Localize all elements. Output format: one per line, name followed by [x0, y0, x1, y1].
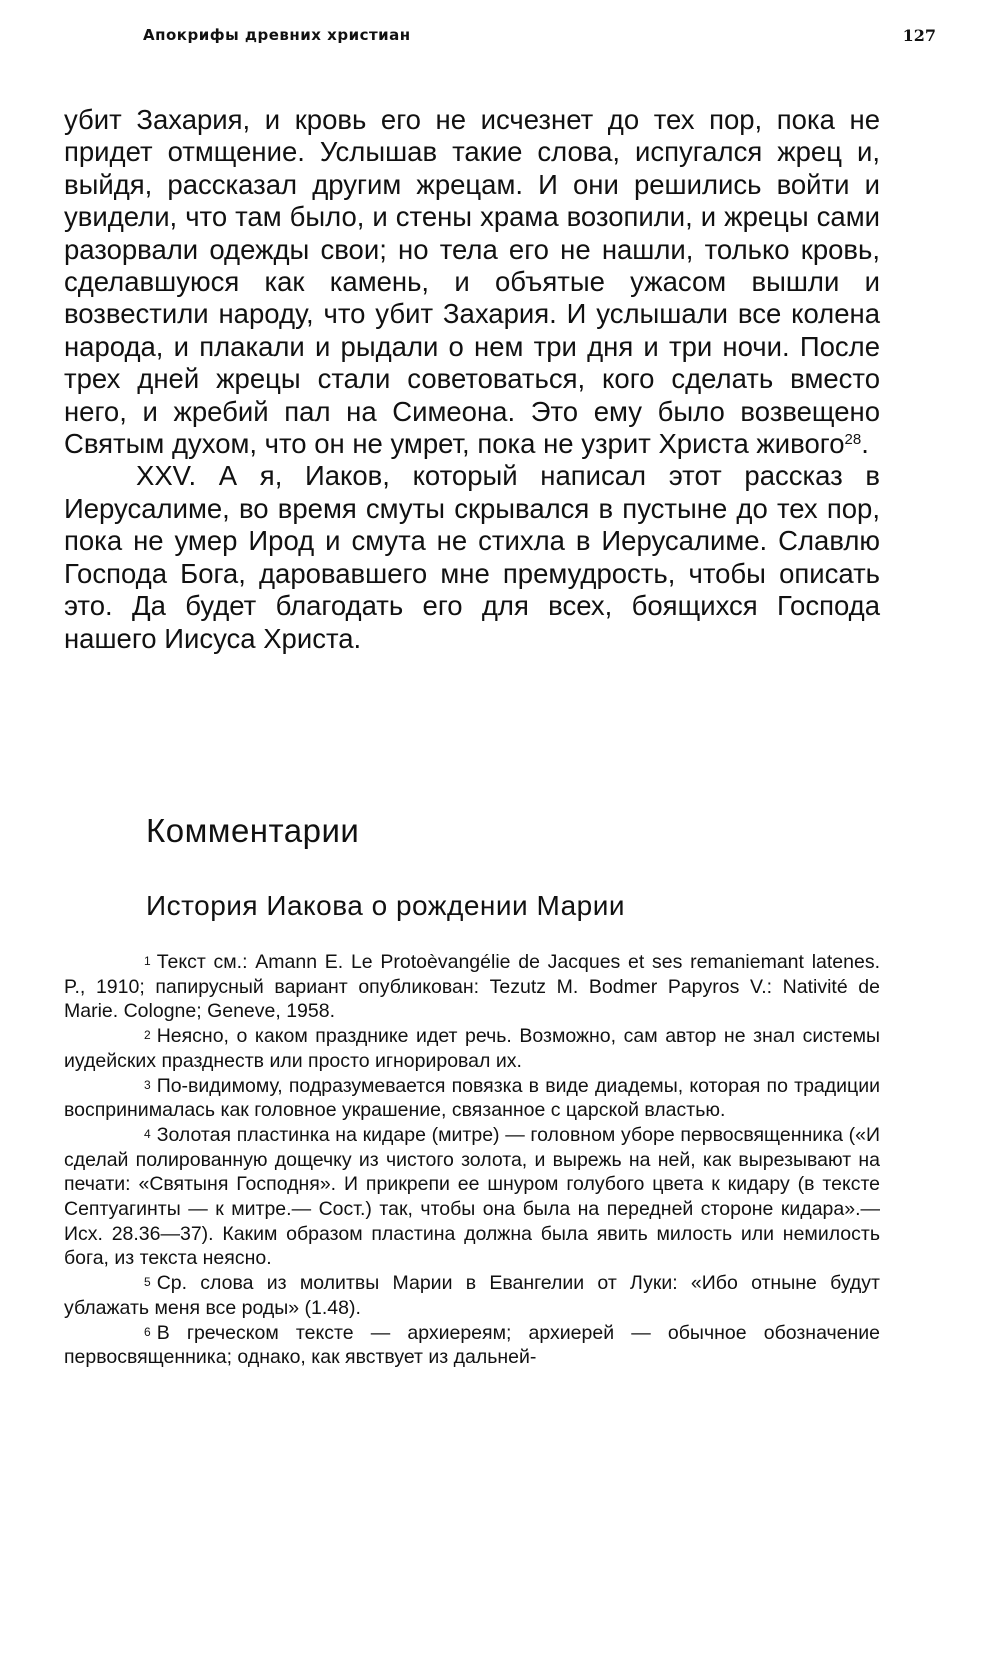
notes-list [64, 950, 880, 1370]
paragraph-1 [64, 104, 880, 460]
running-head: Апокрифы древних христиан [143, 26, 411, 44]
note-text: Текст см.: Amann E. Le Protoèvangélie de Jacques et ses remaniemant latenes. P., 1910; папирусный вариант опубликован: Tezutz M. Bodmer Papyros V.: Nativité de Marie. Cologne; Geneve, 1958. [64, 951, 880, 1023]
note-number: 3 [144, 1077, 151, 1092]
note-text: По-видимому, подразумевается повязка в виде диадемы, которая по традиции воспринималась как головное украшение, связанное с царской властью. [64, 1074, 880, 1122]
note-text: Ср. слова из молитвы Марии в Евангелии от Луки: «Ибо отныне будут ублажать меня все роды» (1.48). [64, 1272, 880, 1319]
note-2 [64, 1024, 880, 1073]
paragraph-2: XXV. А я, Иаков, который написал этот рассказ в Иерусалиме, во время смуты скрывался в пустыне до тех пор, пока не умер Ирод и смута не стихла в Иерусалиме. Славлю Господа Бога, даровавшего мне премудрость, чтобы описать это. Да будет благодать его для всех, боящихся Господа нашего Иисуса Христа. [64, 460, 880, 654]
note-text: Золотая пластинка на кидаре (митре) — головном уборе первосвященника («И сделай полированную дощечку из чистого золота, и вырежь на ней, как вырезывают на печати: «Святыня Господня». И прикрепи ее шнуром голубого цвета к кидару (в тексте Септуагинты — к митре.— Сост.) так, чтобы она была на передней стороне кидара».— Исх. 28.36—37). Каким образом пластина должна была явить милость или немилость бога, из текста неясно. [64, 1123, 880, 1270]
page-number: 127 [902, 26, 936, 45]
note-1 [64, 950, 880, 1024]
note-text: В греческом тексте — архиереям; архиерей — обычное обозначение первосвященника; однако, как явствует из дальней- [64, 1321, 880, 1369]
note-number: 5 [144, 1275, 151, 1290]
note-4 [64, 1123, 880, 1271]
note-3 [64, 1074, 880, 1123]
note-number: 2 [144, 1028, 151, 1043]
note-number: 1 [144, 954, 151, 968]
subsection-title: История Иакова о рождении Марии [146, 890, 626, 921]
main-text [64, 104, 880, 655]
paragraph-1-end: . [861, 428, 869, 460]
note-number: 6 [144, 1324, 151, 1339]
footnote-reference: 28 [844, 431, 862, 449]
note-6 [64, 1321, 880, 1370]
note-5 [64, 1271, 880, 1320]
section-title: Комментарии [146, 812, 360, 849]
note-text: Неясно, о каком празднике идет речь. Возможно, сам автор не знал системы иудейских празднеств или просто игнорировал их. [64, 1025, 880, 1072]
paragraph-1-text: убит Захария, и кровь его не исчезнет до тех пор, пока не придет отмщение. Услышав такие слова, испугался жрец и, выйдя, рассказал другим жрецам. И они решились войти и увидели, что там было, и стены храма возопили, и жрецы сами разорвали одежды свои; но тела его не нашли, только кровь, сделавшуюся как камень, и объятые ужасом вышли и возвестили народу, что убит Захария. И услышали все колена народа, и плакали и рыдали о нем три дня и три ночи. После трех дней жрецы стали советоваться, кого сделать вместо него, и жребий пал на Симеона. Это ему было возвещено Святым духом, что он не умрет, пока не узрит Христа живого [64, 104, 880, 460]
note-number: 4 [144, 1126, 151, 1141]
